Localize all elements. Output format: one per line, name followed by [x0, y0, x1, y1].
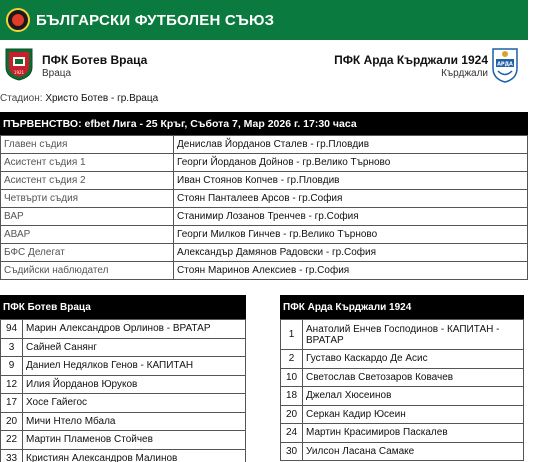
player-name[interactable]: Серкан Кадир Юсеин	[303, 405, 524, 424]
official-role: Четвърти съдия	[1, 190, 174, 208]
player-name[interactable]: Даниел Недялков Генов - КАПИТАН	[23, 357, 246, 376]
table-row	[1, 375, 246, 394]
table-row	[281, 424, 524, 443]
player-number: 20	[281, 405, 303, 424]
player-name[interactable]: Сайней Санянг	[23, 338, 246, 357]
player-name[interactable]: Светослав Светозаров Ковачев	[303, 368, 524, 387]
arda-kardzhali-crest-icon	[490, 46, 520, 84]
table-row	[281, 368, 524, 387]
home-lineup	[0, 295, 246, 462]
official-name: Стоян Панталеев Арсов - гр.София	[174, 190, 528, 208]
table-row	[1, 338, 246, 357]
stadium-info	[0, 93, 158, 104]
table-row	[281, 442, 524, 461]
away-team-city: Кърджали	[441, 68, 488, 79]
table-row	[1, 357, 246, 376]
table-row	[1, 431, 246, 450]
official-name: Георги Милков Гинчев - гр.Велико Търново	[174, 226, 528, 244]
bfs-ball-logo-icon	[6, 8, 30, 32]
table-row	[281, 405, 524, 424]
away-lineup-title: ПФК Арда Кърджали 1924	[280, 295, 524, 319]
table-row	[1, 244, 528, 262]
player-name[interactable]: Илия Йорданов Юруков	[23, 375, 246, 394]
player-number: 1	[281, 320, 303, 350]
player-number: 3	[1, 338, 23, 357]
table-row	[281, 350, 524, 369]
official-name: Георги Йорданов Дойнов - гр.Велико Търново	[174, 154, 528, 172]
svg-text:1921: 1921	[13, 70, 25, 75]
player-number: 17	[1, 394, 23, 413]
player-name[interactable]: Мичи Нтело Мбала	[23, 412, 246, 431]
table-row	[1, 226, 528, 244]
player-name[interactable]: Марин Александров Орлинов - ВРАТАР	[23, 320, 246, 339]
table-row	[1, 262, 528, 280]
player-name[interactable]: Мартин Пламенов Стойчев	[23, 431, 246, 450]
table-row	[281, 320, 524, 350]
official-name: Денислав Йорданов Сталев - гр.Пловдив	[174, 136, 528, 154]
player-number: 24	[281, 424, 303, 443]
match-label: ПЪРВЕНСТВО:	[3, 117, 82, 130]
player-number: 30	[281, 442, 303, 461]
officials-table	[0, 135, 528, 280]
player-name[interactable]: Мартин Красимиров Паскалев	[303, 424, 524, 443]
stadium-label: Стадион:	[0, 93, 43, 104]
table-row	[1, 190, 528, 208]
home-team-name[interactable]: ПФК Ботев Враца	[42, 53, 148, 67]
player-number: 10	[281, 368, 303, 387]
official-role: Асистент съдия 1	[1, 154, 174, 172]
player-number: 12	[1, 375, 23, 394]
official-role: Съдийски наблюдател	[1, 262, 174, 280]
player-number: 18	[281, 387, 303, 406]
player-name[interactable]: Анатолий Енчев Господинов - КАПИТАН - ВРАТАР	[303, 320, 524, 350]
home-lineup-table	[0, 319, 246, 462]
player-number: 22	[1, 431, 23, 450]
match-info-bar	[0, 112, 528, 135]
player-number: 33	[1, 449, 23, 462]
table-row	[1, 412, 246, 431]
player-name[interactable]: Густаво Каскардо Де Асис	[303, 350, 524, 369]
player-number: 20	[1, 412, 23, 431]
table-row	[1, 208, 528, 226]
official-name: Станимир Лозанов Тренчев - гр.София	[174, 208, 528, 226]
official-role: ВАР	[1, 208, 174, 226]
official-role: АВАР	[1, 226, 174, 244]
stadium-value: Христо Ботев - гр.Враца	[45, 93, 159, 104]
player-name[interactable]: Джелал Хюсеинов	[303, 387, 524, 406]
player-number: 2	[281, 350, 303, 369]
table-row	[1, 394, 246, 413]
table-row	[1, 172, 528, 190]
official-name: Иван Стоянов Копчев - гр.Пловдив	[174, 172, 528, 190]
away-team-name[interactable]: ПФК Арда Кърджали 1924	[334, 53, 488, 67]
botev-vratsa-crest-icon	[4, 47, 34, 81]
table-row	[281, 387, 524, 406]
official-name: Стоян Маринов Алексиев - гр.София	[174, 262, 528, 280]
official-name: Александър Дамянов Радовски - гр.София	[174, 244, 528, 262]
player-name[interactable]: Уилсон Ласана Самаке	[303, 442, 524, 461]
match-value: efbet Лига - 25 Кръг, Събота 7, Мар 2026 г. 17:30 часа	[84, 117, 357, 130]
away-lineup-table	[280, 319, 524, 461]
table-row	[1, 154, 528, 172]
official-role: БФС Делегат	[1, 244, 174, 262]
official-role: Асистент съдия 2	[1, 172, 174, 190]
table-row	[1, 320, 246, 339]
svg-text:АРДА: АРДА	[497, 61, 513, 68]
player-number: 94	[1, 320, 23, 339]
player-name[interactable]: Кристиян Александров Малинов	[23, 449, 246, 462]
player-name[interactable]: Хосе Гайегос	[23, 394, 246, 413]
federation-header	[0, 0, 528, 40]
table-row	[1, 136, 528, 154]
home-team-city: Враца	[42, 68, 72, 79]
away-lineup	[280, 295, 524, 461]
player-number: 9	[1, 357, 23, 376]
official-role: Главен съдия	[1, 136, 174, 154]
federation-title: БЪЛГАРСКИ ФУТБОЛЕН СЪЮЗ	[36, 11, 275, 29]
table-row	[1, 449, 246, 462]
home-lineup-title: ПФК Ботев Враца	[0, 295, 246, 319]
